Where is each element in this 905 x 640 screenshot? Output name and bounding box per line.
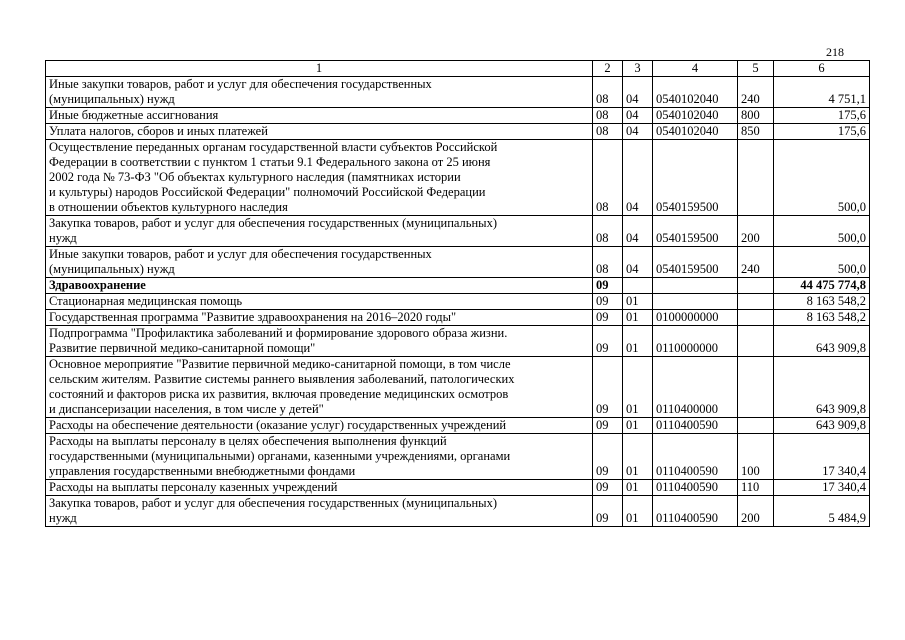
section-cell: 09	[593, 357, 623, 418]
row-name-cell: Стационарная медицинская помощь	[46, 294, 593, 310]
amount-cell: 44 475 774,8	[774, 278, 870, 294]
table-row	[46, 294, 870, 310]
target-code-cell: 0110400590	[653, 434, 738, 480]
target-code-cell: 0540102040	[653, 108, 738, 124]
section-cell: 09	[593, 418, 623, 434]
amount-cell: 5 484,9	[774, 496, 870, 527]
section-cell: 09	[593, 294, 623, 310]
header-col-2: 2	[593, 61, 623, 77]
row-name-cell: Закупка товаров, работ и услуг для обеспечения государственных (муниципальных) нужд	[46, 216, 593, 247]
section-cell: 08	[593, 140, 623, 216]
amount-cell: 8 163 548,2	[774, 310, 870, 326]
table-row	[46, 140, 870, 216]
row-name-cell: Закупка товаров, работ и услуг для обеспечения государственных (муниципальных) нужд	[46, 496, 593, 527]
subsection-cell: 04	[623, 77, 653, 108]
table-row	[46, 247, 870, 278]
target-code-cell: 0540159500	[653, 247, 738, 278]
subsection-cell: 04	[623, 247, 653, 278]
table-row	[46, 418, 870, 434]
section-cell: 09	[593, 310, 623, 326]
section-cell: 09	[593, 434, 623, 480]
target-code-cell: 0110400590	[653, 480, 738, 496]
amount-cell: 17 340,4	[774, 434, 870, 480]
subsection-cell: 01	[623, 496, 653, 527]
table-row	[46, 310, 870, 326]
subsection-cell: 04	[623, 124, 653, 140]
amount-cell: 175,6	[774, 108, 870, 124]
budget-table	[45, 60, 870, 527]
row-name-cell: Подпрограмма "Профилактика заболеваний и формирование здорового образа жизни. Развитие первичной медико-санитарной помощи"	[46, 326, 593, 357]
table-row	[46, 480, 870, 496]
expense-type-cell	[738, 357, 774, 418]
target-code-cell: 0540102040	[653, 124, 738, 140]
subsection-cell: 01	[623, 310, 653, 326]
expense-type-cell: 110	[738, 480, 774, 496]
row-name-cell: Осуществление переданных органам государственной власти субъектов Российской Федерации в соответствии с пунктом 1 статьи 9.1 Федерального закона от 25 июня 2002 года № 73-ФЗ "Об объектах культурного наследия (памятниках истории и культуры) народов Российской Федерации" полномочий Российской Федерации в отношении объектов культурного наследия	[46, 140, 593, 216]
table-row	[46, 326, 870, 357]
target-code-cell: 0540102040	[653, 77, 738, 108]
subsection-cell: 01	[623, 434, 653, 480]
amount-cell: 17 340,4	[774, 480, 870, 496]
section-cell: 08	[593, 108, 623, 124]
expense-type-cell	[738, 294, 774, 310]
row-name-cell: Расходы на обеспечение деятельности (оказание услуг) государственных учреждений	[46, 418, 593, 434]
subsection-cell	[623, 278, 653, 294]
row-name-cell: Основное мероприятие "Развитие первичной медико-санитарной помощи, в том числе сельским жителям. Развитие системы раннего выявления заболеваний, патологических состояний и факторов риска их развития, включая проведение медицинских осмотров и диспансеризации населения, в том числе у детей"	[46, 357, 593, 418]
section-cell: 08	[593, 77, 623, 108]
table-row	[46, 357, 870, 418]
subsection-cell: 01	[623, 357, 653, 418]
header-col-5: 5	[738, 61, 774, 77]
target-code-cell: 0540159500	[653, 216, 738, 247]
expense-type-cell: 800	[738, 108, 774, 124]
expense-type-cell	[738, 418, 774, 434]
subsection-cell: 01	[623, 480, 653, 496]
section-cell: 08	[593, 216, 623, 247]
subsection-cell: 01	[623, 294, 653, 310]
target-code-cell: 0100000000	[653, 310, 738, 326]
row-name-cell: Иные закупки товаров, работ и услуг для обеспечения государственных (муниципальных) нужд	[46, 77, 593, 108]
amount-cell: 643 909,8	[774, 418, 870, 434]
section-cell: 09	[593, 278, 623, 294]
header-col-1: 1	[46, 61, 593, 77]
target-code-cell	[653, 278, 738, 294]
target-code-cell: 0110000000	[653, 326, 738, 357]
section-cell: 09	[593, 480, 623, 496]
table-row	[46, 278, 870, 294]
expense-type-cell: 200	[738, 216, 774, 247]
expense-type-cell	[738, 278, 774, 294]
amount-cell: 643 909,8	[774, 357, 870, 418]
expense-type-cell	[738, 326, 774, 357]
amount-cell: 643 909,8	[774, 326, 870, 357]
target-code-cell: 0110400590	[653, 496, 738, 527]
expense-type-cell: 200	[738, 496, 774, 527]
expense-type-cell: 100	[738, 434, 774, 480]
target-code-cell: 0540159500	[653, 140, 738, 216]
section-cell: 08	[593, 124, 623, 140]
amount-cell: 500,0	[774, 140, 870, 216]
target-code-cell: 0110400590	[653, 418, 738, 434]
expense-type-cell: 240	[738, 77, 774, 108]
table-header-row	[46, 61, 870, 77]
row-name-cell: Расходы на выплаты персоналу в целях обеспечения выполнения функций государственными (муниципальными) органами, казенными учреждениями, органами управления государственными внебюджетными фондами	[46, 434, 593, 480]
table-row	[46, 216, 870, 247]
table-row	[46, 124, 870, 140]
row-name-cell: Государственная программа "Развитие здравоохранения на 2016–2020 годы"	[46, 310, 593, 326]
target-code-cell	[653, 294, 738, 310]
header-col-4: 4	[653, 61, 738, 77]
subsection-cell: 01	[623, 418, 653, 434]
row-name-cell: Расходы на выплаты персоналу казенных учреждений	[46, 480, 593, 496]
subsection-cell: 04	[623, 216, 653, 247]
table-row	[46, 108, 870, 124]
amount-cell: 175,6	[774, 124, 870, 140]
section-cell: 08	[593, 247, 623, 278]
amount-cell: 500,0	[774, 247, 870, 278]
row-name-cell: Уплата налогов, сборов и иных платежей	[46, 124, 593, 140]
expense-type-cell: 240	[738, 247, 774, 278]
target-code-cell: 0110400000	[653, 357, 738, 418]
section-cell: 09	[593, 496, 623, 527]
row-name-cell: Иные закупки товаров, работ и услуг для обеспечения государственных (муниципальных) нужд	[46, 247, 593, 278]
header-col-6: 6	[774, 61, 870, 77]
table-row	[46, 77, 870, 108]
subsection-cell: 01	[623, 326, 653, 357]
table-row	[46, 496, 870, 527]
section-cell: 09	[593, 326, 623, 357]
amount-cell: 8 163 548,2	[774, 294, 870, 310]
row-name-cell: Здравоохранение	[46, 278, 593, 294]
expense-type-cell	[738, 140, 774, 216]
subsection-cell: 04	[623, 108, 653, 124]
subsection-cell: 04	[623, 140, 653, 216]
header-col-3: 3	[623, 61, 653, 77]
amount-cell: 4 751,1	[774, 77, 870, 108]
table-row	[46, 434, 870, 480]
expense-type-cell: 850	[738, 124, 774, 140]
page-number: 218	[826, 45, 844, 59]
expense-type-cell	[738, 310, 774, 326]
row-name-cell: Иные бюджетные ассигнования	[46, 108, 593, 124]
amount-cell: 500,0	[774, 216, 870, 247]
